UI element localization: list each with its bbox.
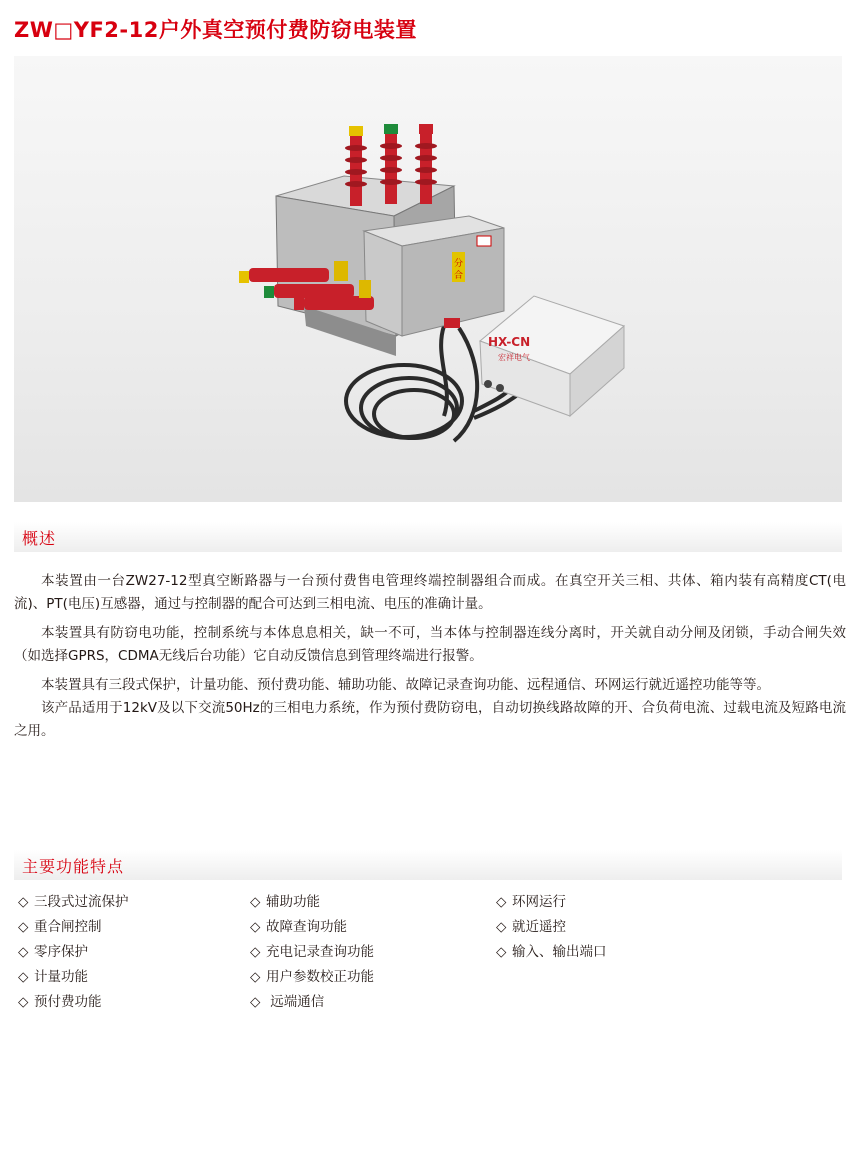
feature-column-3 bbox=[496, 890, 607, 965]
diamond-bullet-icon: ◇ bbox=[18, 894, 29, 910]
feature-item: ◇ 预付费功能 bbox=[18, 990, 129, 1015]
diamond-bullet-icon: ◇ bbox=[496, 944, 507, 960]
feature-item: ◇ 重合闸控制 bbox=[18, 915, 129, 940]
features-section-bar bbox=[14, 850, 842, 880]
product-illustration bbox=[14, 56, 842, 502]
diamond-bullet-icon: ◇ bbox=[250, 919, 261, 935]
feature-item: ◇ 故障查询功能 bbox=[250, 915, 374, 940]
overview-paragraph-2: 本装置具有防窃电功能，控制系统与本体息息相关，缺一不可，当本体与控制器连线分离时，开关就自动分闸及闭锁，手动合闸失效（如选择GPRS，CDMA无线后台功能）它自动反馈信息到管理终端进行报警。 bbox=[14, 625, 846, 664]
product-photo bbox=[14, 56, 842, 502]
top-insulators bbox=[345, 124, 437, 206]
feature-item: ◇ 计量功能 bbox=[18, 965, 129, 990]
overview-paragraph-3: 本装置具有三段式保护，计量功能、预付费功能、辅助功能、故障记录查询功能、远程通信、环网运行就近遥控功能等等。 bbox=[41, 677, 770, 693]
feature-item: ◇ 远端通信 bbox=[250, 990, 374, 1015]
diamond-bullet-icon: ◇ bbox=[496, 894, 507, 910]
feature-item: ◇ 环网运行 bbox=[496, 890, 607, 915]
controller-logo-cn: 宏祥电气 bbox=[498, 353, 530, 362]
panel-label-close: 合 bbox=[454, 271, 464, 281]
diamond-bullet-icon: ◇ bbox=[250, 944, 261, 960]
diamond-bullet-icon: ◇ bbox=[18, 944, 29, 960]
overview-paragraph-1: 本装置由一台ZW27-12型真空断路器与一台预付费售电管理终端控制器组合而成。在真空开关三相、共体、箱内装有高精度CT(电流)、PT(电压)互感器，通过与控制器的配合可达到三相电流、电压的准确计量。 bbox=[14, 573, 846, 612]
diamond-bullet-icon: ◇ bbox=[250, 969, 261, 985]
features-heading: 主要功能特点 bbox=[22, 857, 125, 876]
feature-item: ◇ 三段式过流保护 bbox=[18, 890, 129, 915]
feature-item: ◇ 就近遥控 bbox=[496, 915, 607, 940]
feature-item: ◇ 输入、输出端口 bbox=[496, 940, 607, 965]
diamond-bullet-icon: ◇ bbox=[250, 994, 261, 1010]
feature-item: ◇ 用户参数校正功能 bbox=[250, 965, 374, 990]
diamond-bullet-icon: ◇ bbox=[18, 994, 29, 1010]
diamond-bullet-icon: ◇ bbox=[250, 894, 261, 910]
feature-column-1 bbox=[18, 890, 129, 1015]
diamond-bullet-icon: ◇ bbox=[496, 919, 507, 935]
overview-paragraph-4: 该产品适用于12kV及以下交流50Hz的三相电力系统，作为预付费防窃电，自动切换线路故障的开、合负荷电流、过载电流及短路电流之用。 bbox=[14, 700, 846, 739]
feature-item: ◇ 辅助功能 bbox=[250, 890, 374, 915]
diamond-bullet-icon: ◇ bbox=[18, 969, 29, 985]
feature-item: ◇ 充电记录查询功能 bbox=[250, 940, 374, 965]
overview-section-bar bbox=[14, 522, 842, 552]
overview-heading: 概述 bbox=[22, 529, 57, 548]
diamond-bullet-icon: ◇ bbox=[18, 919, 29, 935]
feature-column-2 bbox=[250, 890, 374, 1015]
controller-logo: HX-CN bbox=[488, 335, 531, 349]
panel-label-open: 分 bbox=[454, 259, 464, 269]
page-title: ZW□YF2-12户外真空预付费防窃电装置 bbox=[14, 18, 417, 42]
feature-item: ◇ 零序保护 bbox=[18, 940, 129, 965]
